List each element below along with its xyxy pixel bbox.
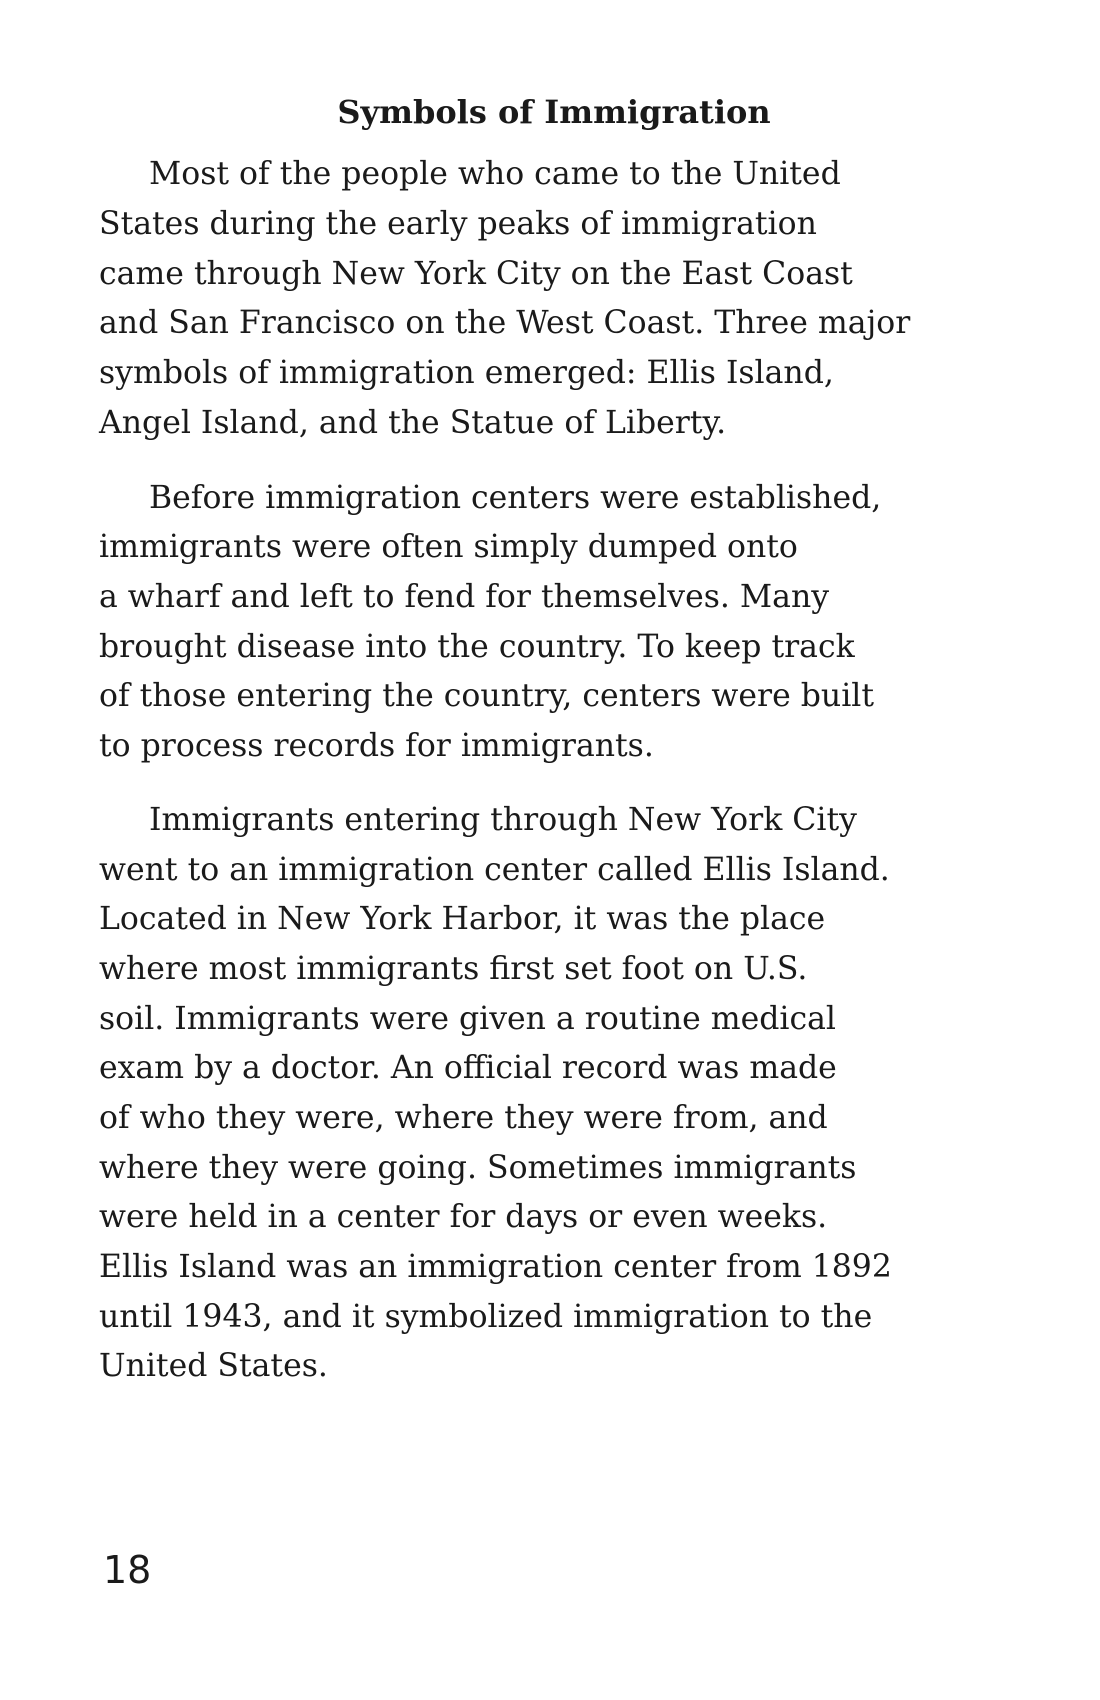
paragraph-3-line-11: until 1943, and it symbolized immigration to the bbox=[99, 1299, 873, 1335]
paragraph-3-line-5: soil. Immigrants were given a routine medical bbox=[99, 1001, 837, 1037]
paragraph-2-line-4: brought disease into the country. To keep track bbox=[99, 629, 855, 665]
paragraph-2-line-5: of those entering the country, centers were built bbox=[99, 678, 875, 714]
paragraph-2-line-2: immigrants were often simply dumped onto bbox=[99, 529, 798, 565]
paragraph-1-line-5: symbols of immigration emerged: Ellis Island, bbox=[99, 355, 834, 391]
paragraph-1-line-1: Most of the people who came to the United bbox=[149, 156, 841, 192]
paragraph-3-line-3: Located in New York Harbor, it was the place bbox=[99, 901, 826, 937]
paragraph-1-line-3: came through New York City on the East Coast bbox=[99, 256, 853, 292]
section-title: Symbols of Immigration bbox=[337, 93, 771, 131]
paragraph-2-line-1: Before immigration centers were established, bbox=[149, 480, 882, 516]
page-number: 18 bbox=[103, 1548, 152, 1592]
paragraph-3-line-8: where they were going. Sometimes immigrants bbox=[99, 1150, 857, 1186]
paragraph-2-line-6: to process records for immigrants. bbox=[99, 728, 654, 764]
paragraph-1-line-2: States during the early peaks of immigration bbox=[99, 206, 817, 242]
paragraph-3-line-2: went to an immigration center called Ellis Island. bbox=[99, 852, 890, 888]
paragraph-3-line-6: exam by a doctor. An official record was made bbox=[99, 1050, 837, 1086]
paragraph-3-line-7: of who they were, where they were from, and bbox=[99, 1100, 828, 1136]
paragraph-3-line-9: were held in a center for days or even weeks. bbox=[99, 1199, 828, 1235]
paragraph-3-line-4: where most immigrants first set foot on U.S. bbox=[99, 951, 808, 987]
paragraph-2-line-3: a wharf and left to fend for themselves. Many bbox=[99, 579, 830, 615]
paragraph-3-line-12: United States. bbox=[99, 1348, 328, 1384]
paragraph-3-line-1: Immigrants entering through New York City bbox=[149, 802, 857, 838]
paragraph-3-line-10: Ellis Island was an immigration center from 1892 bbox=[99, 1249, 892, 1285]
paragraph-1-line-4: and San Francisco on the West Coast. Three major bbox=[99, 305, 911, 341]
paragraph-1-line-6: Angel Island, and the Statue of Liberty. bbox=[99, 405, 727, 441]
